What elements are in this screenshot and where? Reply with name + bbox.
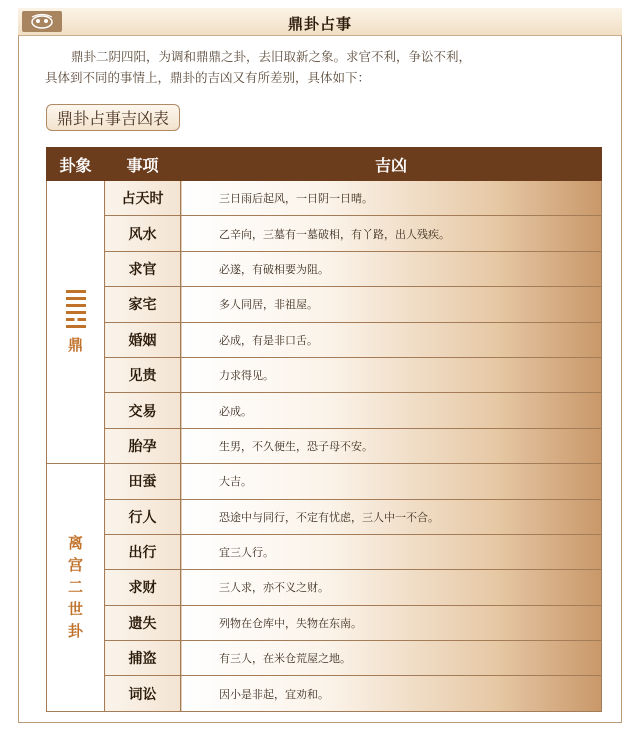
row-item: 交易 [105, 393, 181, 428]
table-row [47, 287, 602, 322]
row-result: 恐途中与同行，不定有忧虑，三人中一不合。 [181, 499, 602, 534]
row-item: 行人 [105, 499, 181, 534]
row-item: 捕盗 [105, 641, 181, 676]
table-row [47, 570, 602, 605]
gua-palace-char: 离 [67, 534, 83, 553]
row-result: 列物在仓库中，失物在东南。 [181, 605, 602, 640]
table-row [47, 251, 602, 286]
gua-name: 鼎 [67, 335, 83, 354]
row-item: 家宅 [105, 287, 181, 322]
page-title: 鼎卦占事 [287, 15, 352, 33]
gua-palace-label [47, 532, 104, 642]
table-row [47, 534, 602, 569]
gua-palace-cell [47, 464, 105, 712]
row-result: 多人同居，非祖屋。 [181, 287, 602, 322]
row-item: 风水 [105, 216, 181, 251]
table-row [47, 676, 602, 711]
row-result: 因小是非起，宜劝和。 [181, 676, 602, 711]
table-row [47, 641, 602, 676]
fortune-table [46, 147, 602, 712]
row-item: 胎孕 [105, 428, 181, 463]
row-result: 大吉。 [181, 464, 602, 499]
table-row [47, 464, 602, 499]
table-row [47, 216, 602, 251]
row-item: 占天时 [105, 181, 181, 216]
row-result: 力求得见。 [181, 357, 602, 392]
row-result: 三人求，亦不义之财。 [181, 570, 602, 605]
table-row [47, 357, 602, 392]
header-result: 吉凶 [181, 148, 602, 181]
row-item: 见贵 [105, 357, 181, 392]
row-item: 婚姻 [105, 322, 181, 357]
gua-palace-char: 世 [67, 600, 83, 619]
intro-paragraph [46, 46, 591, 88]
section-heading: 鼎卦占事吉凶表 [46, 104, 180, 131]
row-result: 三日雨后起风，一日阴一日晴。 [181, 181, 602, 216]
row-item: 出行 [105, 534, 181, 569]
table-header-row [47, 148, 602, 181]
gua-palace-char: 二 [67, 578, 83, 597]
row-result: 必遂，有破相要为阻。 [181, 251, 602, 286]
table-row [47, 605, 602, 640]
table-row [47, 499, 602, 534]
gua-palace-char: 卦 [67, 622, 83, 641]
row-item: 田蚕 [105, 464, 181, 499]
table-row [47, 428, 602, 463]
header-gua: 卦象 [47, 148, 105, 181]
table-row [47, 393, 602, 428]
row-result: 乙辛向，三墓有一墓破相，有丫路，出人残疾。 [181, 216, 602, 251]
row-item: 求官 [105, 251, 181, 286]
hexagram-icon [47, 290, 104, 328]
table-row [47, 181, 602, 216]
row-item: 求财 [105, 570, 181, 605]
row-item: 遗失 [105, 605, 181, 640]
intro-line-2: 具体到不同的事情上，鼎卦的吉凶又有所差别，具体如下： [45, 70, 371, 85]
row-result: 宜三人行。 [181, 534, 602, 569]
intro-line-1: 鼎卦二阴四阳，为调和鼎鼎之卦，去旧取新之象。求官不利，争讼不利， [71, 49, 472, 64]
gua-symbol-cell [47, 181, 105, 464]
row-item: 词讼 [105, 676, 181, 711]
row-result: 生男，不久便生，恐子母不安。 [181, 428, 602, 463]
row-result: 必成。 [181, 393, 602, 428]
header-item: 事项 [105, 148, 181, 181]
table-body [47, 181, 602, 712]
table-row [47, 322, 602, 357]
row-result: 有三人，在米仓荒屋之地。 [181, 641, 602, 676]
row-result: 必成，有是非口舌。 [181, 322, 602, 357]
title-bar [18, 8, 622, 36]
gua-palace-char: 宫 [67, 556, 83, 575]
